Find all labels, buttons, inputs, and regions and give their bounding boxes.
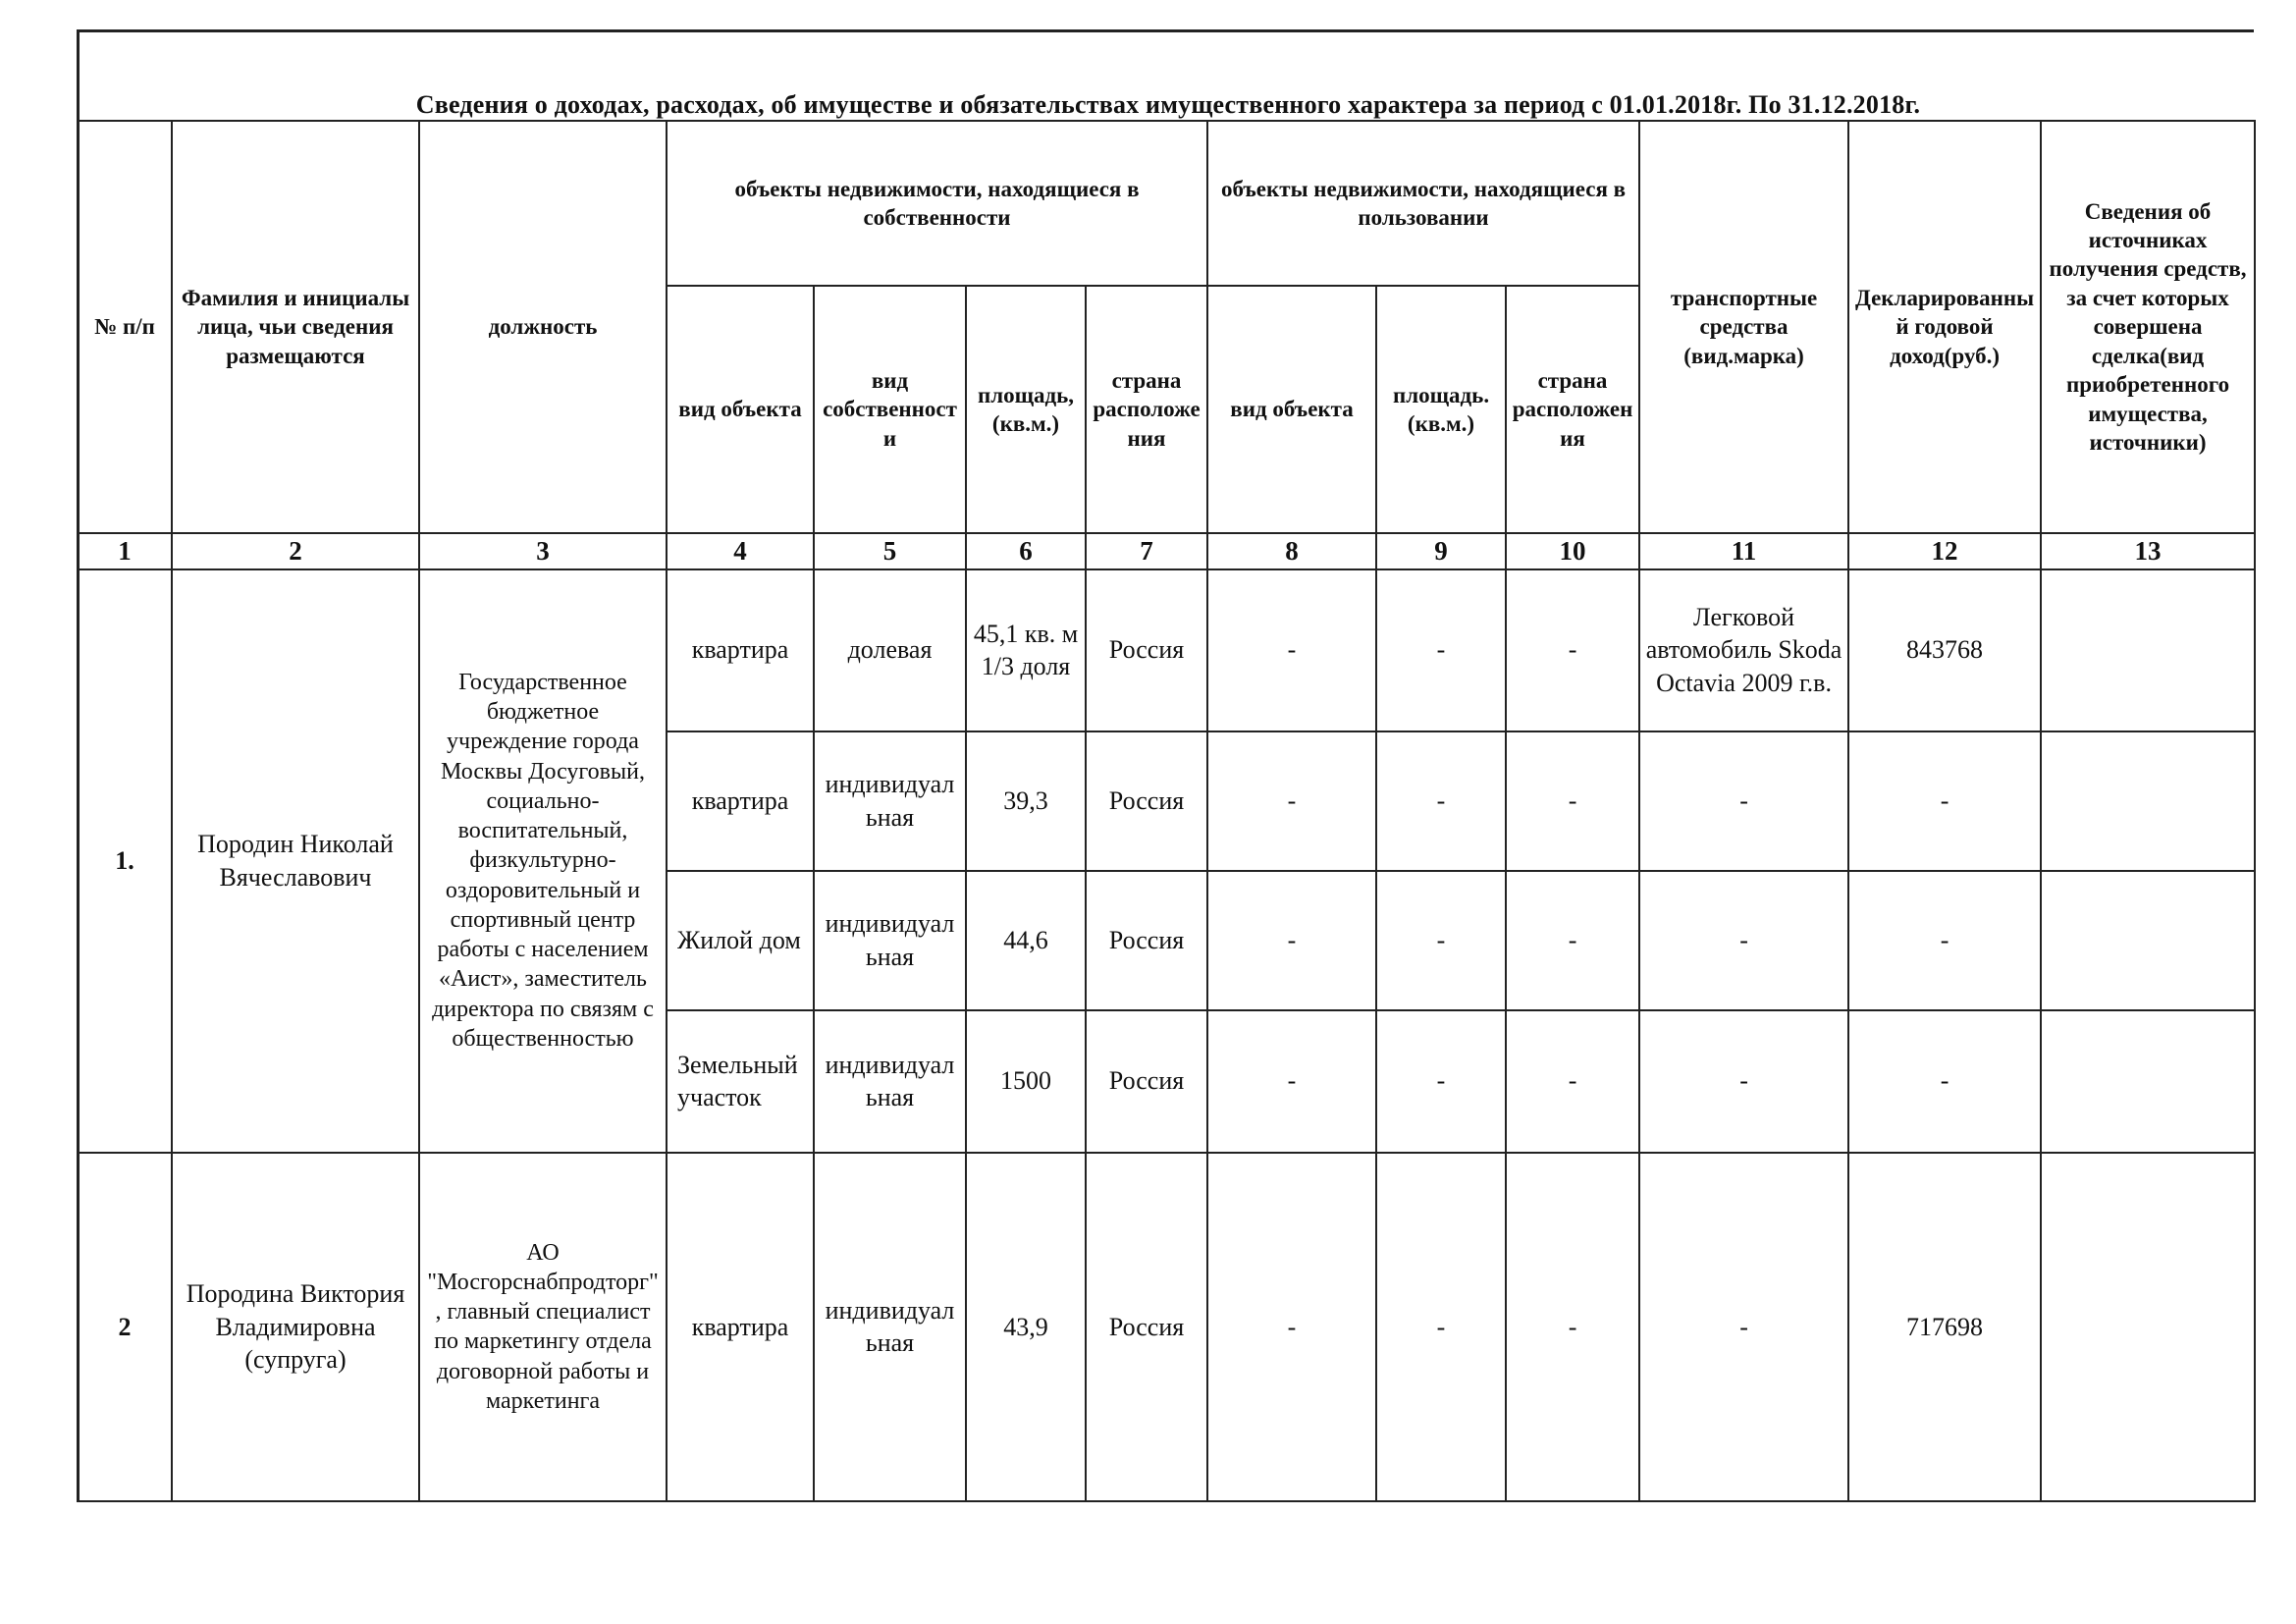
col-num-header: № п/п: [78, 121, 172, 533]
col-name-header: Фамилия и инициалы лица, чьи сведения размещаются: [172, 121, 419, 533]
table-row: [78, 1153, 2255, 1501]
income-cell: -: [1848, 731, 2041, 871]
used-type-cell: -: [1207, 1010, 1376, 1153]
used-area-cell: -: [1376, 1153, 1506, 1501]
person-number: 1.: [78, 569, 172, 1153]
used-country-cell: -: [1506, 1010, 1639, 1153]
owned-area-cell: 45,1 кв. м 1/3 доля: [966, 569, 1086, 731]
vehicles-cell: -: [1639, 1010, 1848, 1153]
income-cell: -: [1848, 871, 2041, 1010]
col-sources-header: Сведения об источниках получения средств, за счет которых совершена сделка(вид приобретенного имущества, источники): [2041, 121, 2255, 533]
vehicles-cell: Легковой автомобиль Skoda Octavia 2009 г.в.: [1639, 569, 1848, 731]
owned-type-cell: квартира: [667, 731, 814, 871]
column-number: 3: [419, 533, 667, 569]
used-country-header: страна расположения: [1506, 286, 1639, 533]
document-title: Сведения о доходах, расходах, об имуществе и обязательствах имущественного характера за период с 01.01.2018г. По 31.12.2018г.: [415, 90, 1921, 119]
used-country-cell: -: [1506, 1153, 1639, 1501]
owned-type-cell: Жилой дом: [667, 871, 814, 1010]
column-number: 10: [1506, 533, 1639, 569]
used-country-cell: -: [1506, 569, 1639, 731]
income-cell: 843768: [1848, 569, 2041, 731]
used-area-cell: -: [1376, 1010, 1506, 1153]
column-number: 9: [1376, 533, 1506, 569]
column-number: 8: [1207, 533, 1376, 569]
vehicles-cell: -: [1639, 1153, 1848, 1501]
sources-cell: [2041, 1010, 2255, 1153]
person-position: Государственное бюджетное учреждение города Москвы Досуговый, социально-воспитательный, физкультурно-оздоровительный и спортивный центр работы с населением «Аист», заместитель директора по связям с общественностью: [419, 569, 667, 1153]
col-position-header: должность: [419, 121, 667, 533]
column-number: 5: [814, 533, 966, 569]
vehicles-cell: -: [1639, 731, 1848, 871]
owned-area-cell: 1500: [966, 1010, 1086, 1153]
owned-ownership-cell: долевая: [814, 569, 966, 731]
used-area-header: площадь. (кв.м.): [1376, 286, 1506, 533]
owned-type-cell: квартира: [667, 569, 814, 731]
used-country-cell: -: [1506, 871, 1639, 1010]
owned-ownership-cell: индивидуальная: [814, 871, 966, 1010]
owned-country-cell: Россия: [1086, 1010, 1207, 1153]
col-vehicles-header: транспортные средства (вид.марка): [1639, 121, 1848, 533]
column-number: 1: [78, 533, 172, 569]
column-number: 12: [1848, 533, 2041, 569]
header-row-1: [78, 121, 2255, 286]
owned-type-cell: квартира: [667, 1153, 814, 1501]
used-type-cell: -: [1207, 731, 1376, 871]
owned-ownership-header: вид собственности: [814, 286, 966, 533]
used-type-cell: -: [1207, 1153, 1376, 1501]
owned-country-cell: Россия: [1086, 1153, 1207, 1501]
owned-country-cell: Россия: [1086, 569, 1207, 731]
used-realty-group-header: объекты недвижимости, находящиеся в пользовании: [1207, 121, 1639, 286]
person-name: Породин Николай Вячеславович: [172, 569, 419, 1153]
owned-country-header: страна расположения: [1086, 286, 1207, 533]
table-row: [78, 569, 2255, 731]
owned-area-cell: 39,3: [966, 731, 1086, 871]
owned-ownership-cell: индивидуальная: [814, 1010, 966, 1153]
income-cell: 717698: [1848, 1153, 2041, 1501]
owned-area-cell: 44,6: [966, 871, 1086, 1010]
used-country-cell: -: [1506, 731, 1639, 871]
income-cell: -: [1848, 1010, 2041, 1153]
owned-country-cell: Россия: [1086, 731, 1207, 871]
column-number: 7: [1086, 533, 1207, 569]
owned-ownership-cell: индивидуальная: [814, 731, 966, 871]
owned-ownership-cell: индивидуальная: [814, 1153, 966, 1501]
col-income-header: Декларированный годовой доход(руб.): [1848, 121, 2041, 533]
used-area-cell: -: [1376, 871, 1506, 1010]
used-area-cell: -: [1376, 731, 1506, 871]
column-number-row: [78, 533, 2255, 569]
column-number: 6: [966, 533, 1086, 569]
declaration-table: [77, 120, 2256, 1502]
used-type-cell: -: [1207, 871, 1376, 1010]
column-number: 13: [2041, 533, 2255, 569]
sources-cell: [2041, 1153, 2255, 1501]
column-number: 2: [172, 533, 419, 569]
sources-cell: [2041, 871, 2255, 1010]
person-number: 2: [78, 1153, 172, 1501]
used-type-cell: -: [1207, 569, 1376, 731]
column-number: 4: [667, 533, 814, 569]
used-area-cell: -: [1376, 569, 1506, 731]
owned-realty-group-header: объекты недвижимости, находящиеся в собственности: [667, 121, 1207, 286]
owned-area-cell: 43,9: [966, 1153, 1086, 1501]
person-name: Породина Виктория Владимировна (супруга): [172, 1153, 419, 1501]
used-type-header: вид объекта: [1207, 286, 1376, 533]
owned-area-header: площадь, (кв.м.): [966, 286, 1086, 533]
column-number: 11: [1639, 533, 1848, 569]
sources-cell: [2041, 731, 2255, 871]
sources-cell: [2041, 569, 2255, 731]
vehicles-cell: -: [1639, 871, 1848, 1010]
person-position: АО "Мосгорснабпродторг", главный специалист по маркетингу отдела договорной работы и маркетинга: [419, 1153, 667, 1501]
owned-type-cell: Земельный участок: [667, 1010, 814, 1153]
owned-type-header: вид объекта: [667, 286, 814, 533]
owned-country-cell: Россия: [1086, 871, 1207, 1010]
